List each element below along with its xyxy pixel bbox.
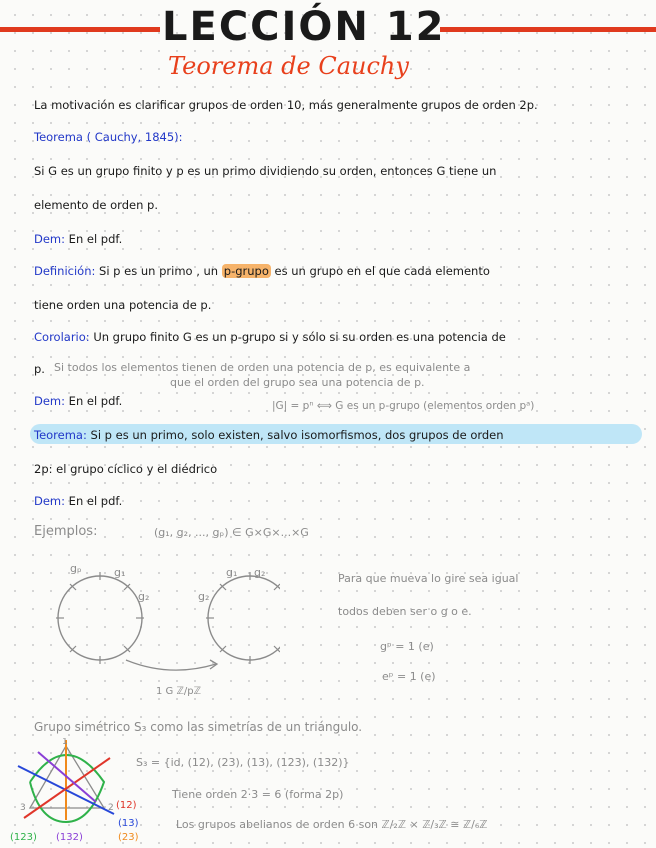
- dem-2-label: Dem:: [34, 394, 66, 408]
- dem-2-text: En el pdf.: [68, 394, 123, 408]
- s3-heading: Grupo simétrico S₃ como las simetrías de un triángulo.: [34, 720, 363, 734]
- order-note: |G| = pⁿ ⟺ G es un p-grupo (elementos orden pᵃ): [272, 400, 535, 412]
- vertex-2: 2: [108, 803, 114, 813]
- theorem-2-text-2: 2p: el grupo cíclico y el diédrico: [34, 462, 218, 476]
- corollary-text-2: p.: [34, 362, 45, 376]
- circle-left-label-g2: g₂: [138, 590, 150, 603]
- motivation-text: La motivación es clarificar grupos de orden 10, más generalmente grupos de orden 2p.: [34, 98, 538, 112]
- dem-1-label: Dem:: [34, 232, 66, 246]
- dem-1: [34, 232, 122, 246]
- corollary-label: Corolario:: [34, 330, 90, 344]
- examples-eq-1: gᵖ = 1 (e): [380, 640, 434, 653]
- label-123: (123): [10, 832, 37, 843]
- definition-text-b: es un grupo en el que cada elemento: [274, 264, 490, 278]
- label-13: (13): [118, 818, 139, 829]
- corollary-line: [34, 330, 506, 344]
- examples-side-2: todos deben ser o g o e.: [338, 605, 472, 618]
- circles-diagram: [40, 560, 280, 700]
- dem-3-text: En el pdf.: [68, 494, 123, 508]
- definition-line: [34, 264, 490, 278]
- circle-left: [58, 576, 142, 660]
- examples-label: Ejemplos:: [34, 524, 98, 539]
- circle-left-label-gp: gₚ: [70, 562, 82, 575]
- vertex-3: 3: [20, 803, 26, 813]
- title-rule-left: [0, 27, 160, 32]
- corollary-note-1: Si todos los elementos tienen de orden una potencia de p, es equivalente a: [54, 361, 471, 374]
- definition-highlight: p-grupo: [223, 264, 269, 278]
- dem-3: [34, 494, 122, 508]
- label-12: (12): [116, 800, 137, 811]
- corollary-text-1: Un grupo finito G es un p-grupo si y sólo si su orden es una potencia de: [93, 330, 506, 344]
- circle-left-label-g1: g₁: [114, 566, 126, 579]
- circle-ticks: [56, 572, 280, 664]
- dem-1-text: En el pdf.: [68, 232, 123, 246]
- examples-tuple: (g₁, g₂, ..., gₚ) ∈ G×G×...×G: [154, 526, 309, 539]
- dem-2: [34, 394, 122, 408]
- theorem-text-1: Si G es un grupo finito y p es un primo dividiendo su orden, entonces G tiene un: [34, 164, 497, 178]
- theorem-label: Teorema ( Cauchy, 1845):: [34, 130, 183, 144]
- triangle-diagram: [10, 738, 160, 844]
- definition-text-a: Si p es un primo , un: [99, 264, 219, 278]
- circle-right-label-2: g₁: [226, 566, 238, 579]
- vertex-1: 1: [62, 738, 68, 747]
- definition-label: Definición:: [34, 264, 96, 278]
- label-132: (132): [56, 832, 83, 843]
- theorem-2-line: [34, 428, 504, 442]
- corollary-note-2: que el orden del grupo sea una potencia de p.: [170, 376, 425, 389]
- circle-right-label-3: g₂: [254, 566, 266, 579]
- circle-right-label-1: g₂: [198, 590, 210, 603]
- circle-right: [208, 576, 280, 660]
- examples-eq-2: eᵖ = 1 (e): [382, 670, 436, 683]
- s3-order: Tiene orden 2·3 = 6 (forma 2p): [172, 788, 344, 801]
- theorem-2-text-1: Si p es un primo, solo existen, salvo isomorfismos, dos grupos de orden: [90, 428, 504, 442]
- label-23: (23): [118, 832, 139, 843]
- title-rule-right: [440, 27, 656, 32]
- arrow-path: [126, 660, 216, 670]
- dem-3-label: Dem:: [34, 494, 66, 508]
- s3-set: S₃ = {id, (12), (23), (13), (123), (132)}: [136, 756, 350, 769]
- examples-side-1: Para que mueva lo gire sea igual: [338, 572, 519, 585]
- definition-text-2: tiene orden una potencia de p.: [34, 298, 212, 312]
- page-title: LECCIÓN 12: [162, 4, 446, 50]
- theorem-2-label: Teorema:: [34, 428, 87, 442]
- arrow-label: 1 G ℤ/pℤ: [156, 686, 202, 697]
- page-subtitle: Teorema de Cauchy: [168, 52, 409, 80]
- s3-abelian: Los grupos abelianos de orden 6 son ℤ/₂ℤ × ℤ/₃ℤ ≅ ℤ/₆ℤ: [176, 818, 488, 831]
- theorem-text-2: elemento de orden p.: [34, 198, 158, 212]
